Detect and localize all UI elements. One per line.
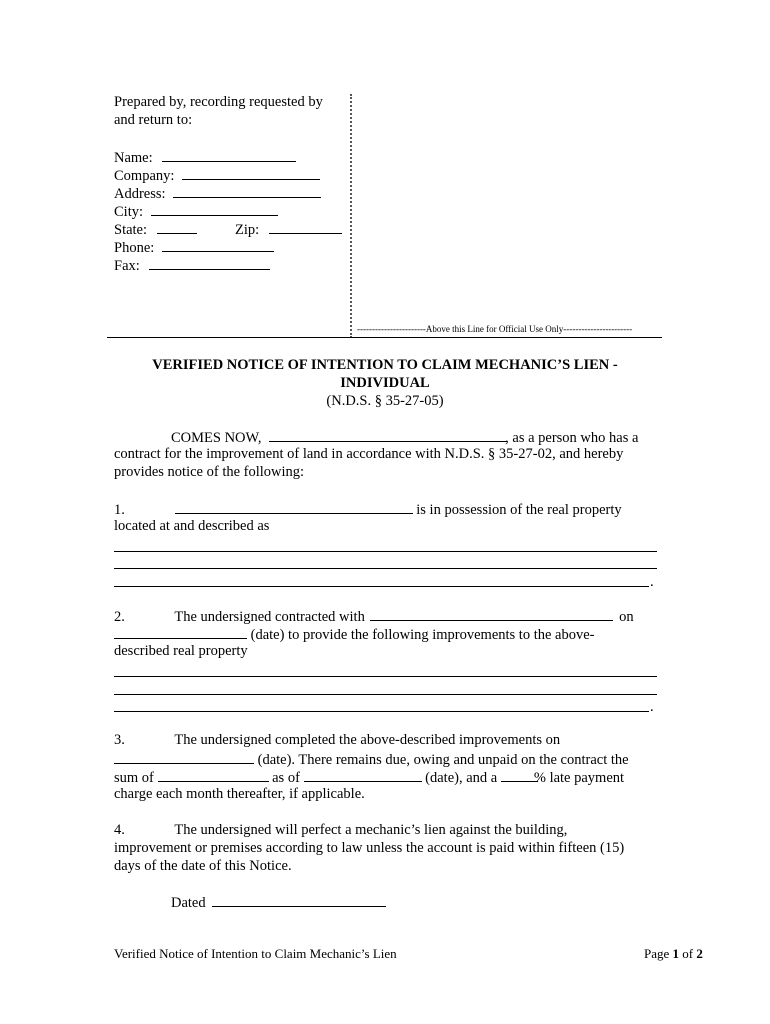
phone-field-row	[114, 238, 274, 258]
page-indicator	[644, 945, 703, 963]
improvements-blank-2[interactable]	[114, 694, 657, 695]
as-of-date-blank[interactable]	[304, 768, 422, 782]
fax-field-row	[114, 256, 270, 276]
name-field-row	[114, 148, 296, 168]
name-blank[interactable]	[162, 148, 296, 162]
property-description-blank-1[interactable]	[114, 551, 657, 552]
fax-blank[interactable]	[149, 256, 270, 270]
of-label: of	[682, 946, 694, 961]
intro-after-blank: , as a person who has a	[505, 430, 639, 446]
intro-line3: provides notice of the following:	[114, 464, 305, 480]
property-description-blank-2[interactable]	[114, 568, 657, 569]
item3-text: The undersigned completed the above-described improvements on	[174, 732, 561, 748]
item4-line3: days of the date of this Notice.	[114, 858, 292, 874]
item2-line2-text: (date) to provide the following improvements to the above-	[250, 627, 595, 643]
item1-line1	[114, 500, 622, 520]
completion-date-blank[interactable]	[114, 750, 254, 764]
improvements-blank-1[interactable]	[114, 676, 657, 677]
city-blank[interactable]	[151, 202, 278, 216]
item1-line2: located at and described as	[114, 518, 270, 534]
item2-line1	[114, 607, 634, 627]
company-field-row	[114, 166, 320, 186]
statute-reference: (N.D.S. § 35-27-05)	[326, 393, 444, 409]
claimant-name-blank[interactable]	[269, 428, 507, 442]
late-fee-percent-blank[interactable]	[501, 768, 538, 782]
address-label: Address:	[114, 186, 166, 202]
intro-line1	[171, 428, 638, 448]
item2-on: on	[619, 609, 634, 625]
page-total: 2	[696, 946, 703, 961]
address-field-row	[114, 184, 321, 204]
official-use-label: -----------------------Above this Line for Official Use Only-----------------------	[357, 324, 633, 334]
company-blank[interactable]	[182, 166, 320, 180]
zip-label: Zip:	[235, 222, 260, 238]
improvements-blank-3[interactable]	[114, 711, 649, 712]
item1-period: .	[650, 574, 654, 590]
city-field-row	[114, 202, 278, 222]
phone-blank[interactable]	[162, 238, 274, 252]
page-label: Page	[644, 946, 670, 961]
item4-text: The undersigned will perfect a mechanic’s lien against the building,	[174, 822, 568, 838]
prepared-by-line1: Prepared by, recording requested by	[114, 94, 323, 110]
city-label: City:	[114, 204, 144, 220]
contracted-with-blank[interactable]	[370, 607, 613, 621]
contract-date-blank[interactable]	[114, 625, 247, 639]
date-and-a-label: (date), and a	[425, 770, 498, 786]
item3-line4: charge each month thereafter, if applicable.	[114, 786, 365, 802]
item2-line2	[114, 625, 595, 645]
state-field-row	[114, 220, 197, 240]
intro-line2: contract for the improvement of land in accordance with N.D.S. § 35-27-02, and hereby	[114, 446, 624, 462]
sum-of-label: sum of	[114, 770, 154, 786]
item1-number: 1.	[114, 502, 125, 518]
dated-row	[171, 893, 386, 913]
dated-label: Dated	[171, 895, 206, 911]
name-label: Name:	[114, 150, 153, 166]
item2-period: .	[650, 699, 654, 715]
item3-line2	[114, 750, 629, 770]
prepared-by-line2: and return to:	[114, 112, 193, 128]
item3-number: 3.	[114, 732, 125, 748]
document-title-line1: VERIFIED NOTICE OF INTENTION TO CLAIM MECHANIC’S LIEN -	[152, 357, 618, 373]
as-of-label: as of	[272, 770, 300, 786]
item3-line3	[114, 768, 624, 788]
sum-amount-blank[interactable]	[158, 768, 269, 782]
zip-blank[interactable]	[269, 220, 342, 234]
document-title-line2: INDIVIDUAL	[340, 375, 430, 391]
item2-line3: described real property	[114, 643, 248, 659]
state-label: State:	[114, 222, 148, 238]
phone-label: Phone:	[114, 240, 155, 256]
vertical-divider	[350, 94, 352, 338]
item3-line2-text: (date). There remains due, owing and unpaid on the contract the	[257, 752, 629, 768]
footer-title: Verified Notice of Intention to Claim Mechanic’s Lien	[114, 946, 397, 961]
address-blank[interactable]	[173, 184, 321, 198]
item2-number: 2.	[114, 609, 125, 625]
company-label: Company:	[114, 168, 175, 184]
dated-blank[interactable]	[212, 893, 386, 907]
fax-label: Fax:	[114, 258, 140, 274]
header-divider	[107, 337, 662, 338]
item4-number: 4.	[114, 822, 125, 838]
late-payment-label: % late payment	[533, 770, 625, 786]
item3-line1	[114, 732, 560, 750]
zip-field-row	[235, 220, 342, 240]
comes-now-label: COMES NOW,	[171, 430, 262, 446]
item2-text: The undersigned contracted with	[174, 609, 365, 625]
state-blank[interactable]	[157, 220, 197, 234]
item4-line2: improvement or premises according to law unless the account is paid within fifteen (15)	[114, 840, 625, 856]
item4-line1	[114, 822, 567, 840]
page-current: 1	[672, 946, 680, 961]
property-description-blank-3[interactable]	[114, 586, 649, 587]
possessor-blank[interactable]	[175, 500, 413, 514]
item1-after-blank: is in possession of the real property	[416, 502, 622, 518]
